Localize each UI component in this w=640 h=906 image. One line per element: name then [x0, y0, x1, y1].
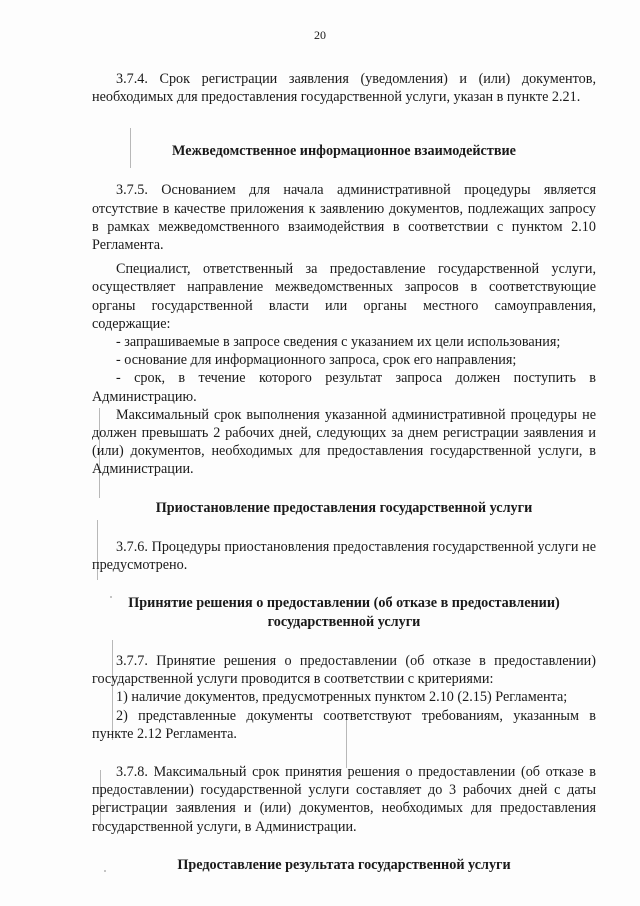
paragraph-3-7-8: 3.7.8. Максимальный срок принятия решения о предоставлении (об отказе в предоставлении) государственной услуги составляет до 3 рабочих дней с даты регистрации заявления и (или) документов, необходимых для предоставления государственной услуги, в Администрации. — [92, 764, 596, 835]
paragraph-3-7-4: 3.7.4. Срок регистрации заявления (уведомления) и (или) документов, необходимых для предоставления государственной услуги, указан в пункте 2.21. — [92, 71, 596, 106]
paragraph-max-term: Максимальный срок выполнения указанной административной процедуры не должен превышать 2 рабочих дней, следующих за днем регистрации заявления и (или) документов, необходимых для предоставления государственной услуги, в Администрации. — [92, 406, 596, 478]
paragraph-3-7-6: 3.7.6. Процедуры приостановления предоставления государственной услуги не предусмотрено. — [92, 538, 596, 573]
list-item-criterion-2: 2) представленные документы соответствуют требованиям, указанным в пункте 2.12 Регламента. — [92, 707, 596, 742]
list-item-request-basis: - основание для информационного запроса, срок его направления; — [116, 352, 517, 369]
list-item-criterion-1: 1) наличие документов, предусмотренных пунктом 2.10 (2.15) Регламента; — [116, 689, 568, 706]
section-heading-result: Предоставление результата государственной услуги — [177, 856, 511, 873]
page-number: 20 — [314, 28, 326, 42]
section-heading-decision-line1: Принятие решения о предоставлении (об отказе в предоставлении) — [128, 595, 560, 612]
list-item-request-deadline: - срок, в течение которого результат запроса должен поступить в Администрацию. — [92, 370, 596, 405]
section-heading-decision-line2: государственной услуги — [267, 614, 421, 631]
list-item-requested-info: - запрашиваемые в запросе сведения с указанием их цели использования; — [116, 334, 561, 351]
section-heading-interagency: Межведомственное информационное взаимодействие — [172, 143, 516, 160]
paragraph-3-7-5: 3.7.5. Основанием для начала административной процедуры является отсутствие в качестве приложения к заявлению документов, подлежащих запросу в рамках межведомственного взаимодействия в соответствии с пунктом 2.10 Регламента. — [92, 182, 596, 254]
section-heading-decision — [92, 594, 596, 632]
paragraph-specialist: Специалист, ответственный за предоставление государственной услуги, осуществляет направление межведомственных запросов в соответствующие органы государственной власти или органы местного самоуправления, содержащие: — [92, 261, 596, 332]
document-body — [92, 70, 596, 875]
section-heading-suspension: Приостановление предоставления государственной услуги — [155, 499, 533, 516]
paragraph-3-7-7: 3.7.7. Принятие решения о предоставлении (об отказе в предоставлении) государственной услуги проводится в соответствии с критериями: — [92, 653, 596, 688]
